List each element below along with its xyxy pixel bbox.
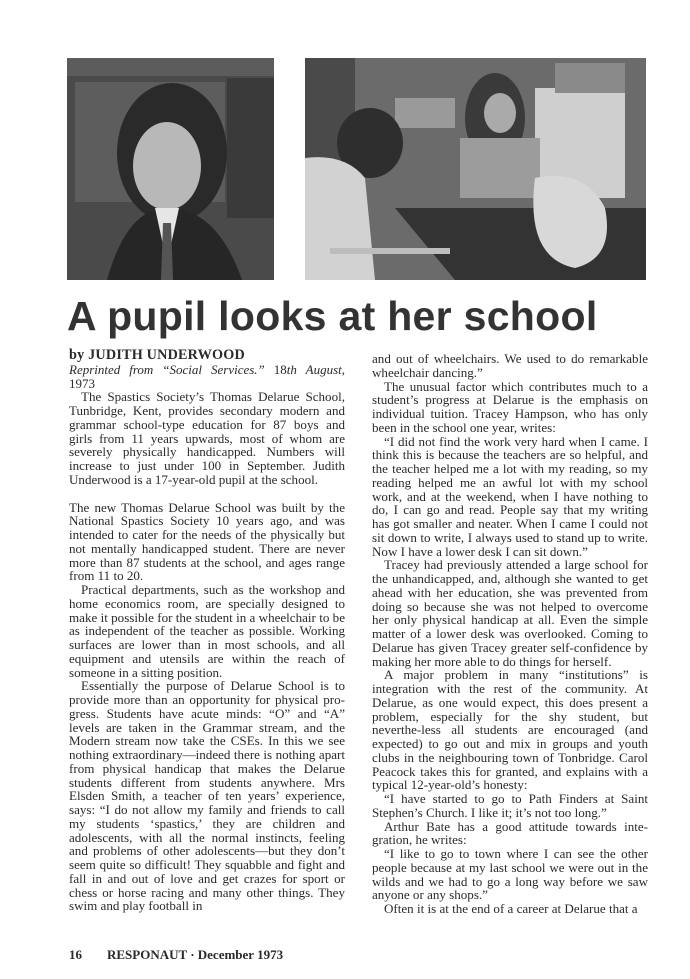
body-paragraph: Practical departments, such as the workshop and home economics room, are specially designed to make it possible for the student in a wheelchair to be as independent of the teacher as possible. Working surfaces are lower than in most schools, and all equipment and utensils are within the reach of someone in a sitting position.	[69, 582, 345, 680]
body-paragraph: and out of wheelchairs. We used to do remarkable wheelchair dancing.”	[372, 351, 648, 380]
body-paragraph: The unusual factor which contributes much to a student’s progress at Delarue is the emphasis on individual tuition. Tracey Hampson, who has only been in the school one year, writes:	[372, 378, 648, 435]
article-column-left	[69, 349, 345, 913]
reprint-date-number: 18	[264, 361, 287, 377]
body-paragraph: Often it is at the end of a career at Delarue that a	[384, 901, 638, 916]
photo-portrait-pupil	[67, 58, 274, 280]
article-column-right	[372, 352, 648, 916]
reprint-year: , 1973	[69, 361, 345, 391]
reprint-credit	[69, 363, 345, 391]
reprint-prefix: Reprinted from	[69, 361, 163, 377]
page-footer	[69, 947, 283, 963]
intro-paragraph: The Spastics Society’s Thomas Delarue School, Tunbridge, Kent, provides secondary modern and grammar school-type education for 87 boys and girls from 11 years upwards, most of whom are severely physically handicapped. Numbers will increase to just under 100 in September. Judith Underwood is a 17-year-old pupil at the school.	[69, 389, 345, 487]
body-paragraph: Tracey had previously attended a large school for the unhandicapped, and, although she wanted to get ahead with her education, she was prevented from doing so because she was not helped to overcome her only physical handicap at all. Even the simple matter of a lower desk was overlooked. Coming to Delarue has given Tracey greater self-confidence by making her more able to do things for herself.	[372, 557, 648, 669]
page-number: 16	[69, 947, 82, 962]
quote-paragraph: “I like to go to town where I can see the other people because at my last school we were out in the wilds and we had to go a long way before we saw anyone or any shops.”	[372, 846, 648, 903]
body-paragraph: Arthur Bate has a good attitude towards inte-gration, he writes:	[372, 818, 648, 848]
body-paragraph: A major problem in many “institutions” is integration with the rest of the community. At Delarue, as one would expect, this does present a problem, especially for the shy student, but neverthe-less all students are encouraged (and expected) to go out and mix in groups and youth clubs in the neighbouring town of Tonbridge. Carol Peacock takes this for granted, and explains with a typical 12-year-old’s honesty:	[372, 667, 648, 793]
body-paragraph: The new Thomas Delarue School was built by the National Spastics Society 10 years ago, and was intended to cater for the needs of the physically but not mentally handicapped student. There are never more than 87 students at the school, and ages range from 11 to 20.	[69, 499, 345, 584]
byline: by JUDITH UNDERWOOD	[69, 347, 245, 363]
portrait-image	[67, 58, 274, 280]
quote-paragraph: “I have started to go to Path Finders at Saint Stephen’s Church. I like it; it’s not too long.”	[372, 791, 648, 820]
publication-info: RESPONAUT · December 1973	[107, 947, 284, 962]
reprint-date-month: th August	[286, 361, 342, 377]
body-paragraph: Essentially the purpose of Delarue School is to provide more than an opportunity for physical pro-gress. Students have acute minds: “O” and “A” levels are taken in the Grammar stream, and the Modern stream now take the CSEs. In this we see nothing extraordinary—indeed there is nothing apart from physical handicap that makes the Delarue students different from students anywhere. Mrs Elsden Smith, a teacher of ten years’ experience, says: “I do not allow my family and friends to call my students ‘spastics,’ they are children and adolescents, with all the normal instincts, feeling and problems of other adolescents—but they don’t seem quite so difficult! They squabble and fight and fall in and out of love and get crazes for sport or chess or horse racing and many other things. They swim and play football in	[69, 678, 345, 914]
classroom-image	[305, 58, 646, 280]
quote-paragraph: “I did not find the work very hard when I came. I think this is because the teachers are so helpful, and the teacher helped me a lot with my reading, so my reading helped me an awful lot with my school work, and at the weekend, when I have nothing to do, I can go and read. People say that my writing has got smaller and neater. When I came I could not sit down to write, I always used to stand up to write. Now I have a lower desk I can sit down.”	[372, 433, 648, 559]
article-headline: A pupil looks at her school	[67, 293, 598, 339]
reprint-source: “Social Services.”	[162, 361, 265, 377]
photo-home-economics-room	[305, 58, 646, 280]
